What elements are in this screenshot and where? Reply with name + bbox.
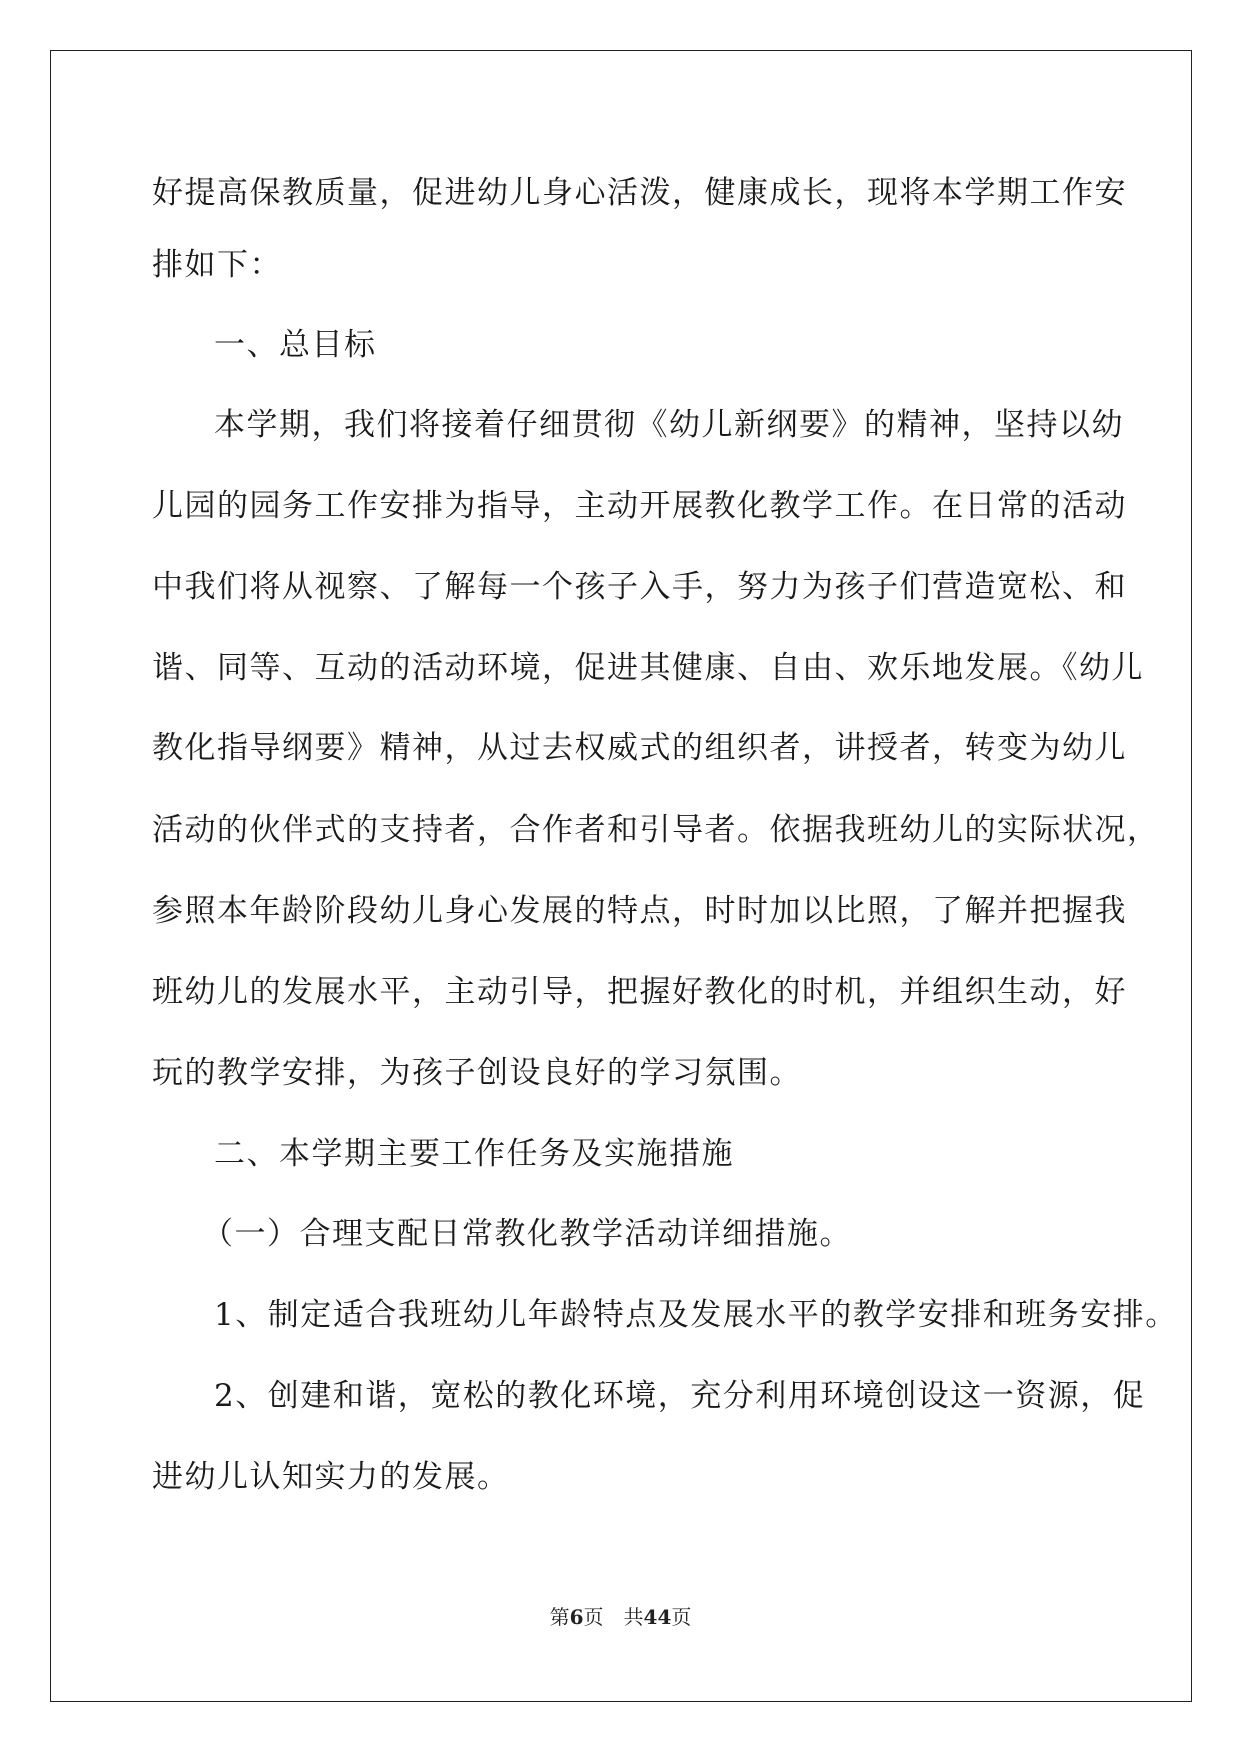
text-line: 教化指导纲要》精神，从过去权威式的组织者，讲授者，转变为幼儿 (152, 730, 1127, 766)
text-line: 本学期，我们将接着仔细贯彻《幼儿新纲要》的精神，坚持以幼 (214, 407, 1124, 443)
text-line: 参照本年龄阶段幼儿身心发展的特点，时时加以比照，了解并把握我 (152, 893, 1127, 929)
text-line: 中我们将从视察、了解每一个孩子入手，努力为孩子们营造宽松、和 (152, 569, 1127, 605)
page-border (50, 50, 1192, 1702)
text-line: 活动的伙伴式的支持者，合作者和引导者。依据我班幼儿的实际状况， (152, 812, 1160, 848)
total-suffix: 页 (671, 1605, 692, 1629)
text-line: 好提高保教质量，促进幼儿身心活泼，健康成长，现将本学期工作安 (152, 175, 1127, 211)
page-prefix: 第 (549, 1605, 570, 1629)
section-heading: 二、本学期主要工作任务及实施措施 (214, 1136, 734, 1172)
subsection-heading: （一）合理支配日常教化教学活动详细措施。 (202, 1216, 852, 1252)
text-line: 谐、同等、互动的活动环境，促进其健康、自由、欢乐地发展。《幼儿 (152, 650, 1144, 686)
section-heading: 一、总目标 (214, 327, 377, 363)
text-line: 班幼儿的发展水平，主动引导，把握好教化的时机，并组织生动，好 (152, 974, 1127, 1010)
list-item: 1、制定适合我班幼儿年龄特点及发展水平的教学安排和班务安排。 (214, 1297, 1178, 1333)
text-line: 玩的教学安排，为孩子创设良好的学习氛围。 (152, 1055, 802, 1091)
total-prefix: 共 (623, 1605, 644, 1629)
text-line: 进幼儿认知实力的发展。 (152, 1459, 510, 1495)
page-mid: 页 (583, 1605, 604, 1629)
list-item: 2、创建和谐，宽松的教化环境，充分利用环境创设这一资源，促 (214, 1378, 1146, 1414)
text-line: 排如下： (152, 247, 282, 283)
page-total: 44 (643, 1605, 672, 1629)
text-line: 儿园的园务工作安排为指导，主动开展教化教学工作。在日常的活动 (152, 488, 1127, 524)
page-footer (0, 1604, 1241, 1630)
page-current: 6 (569, 1605, 584, 1629)
